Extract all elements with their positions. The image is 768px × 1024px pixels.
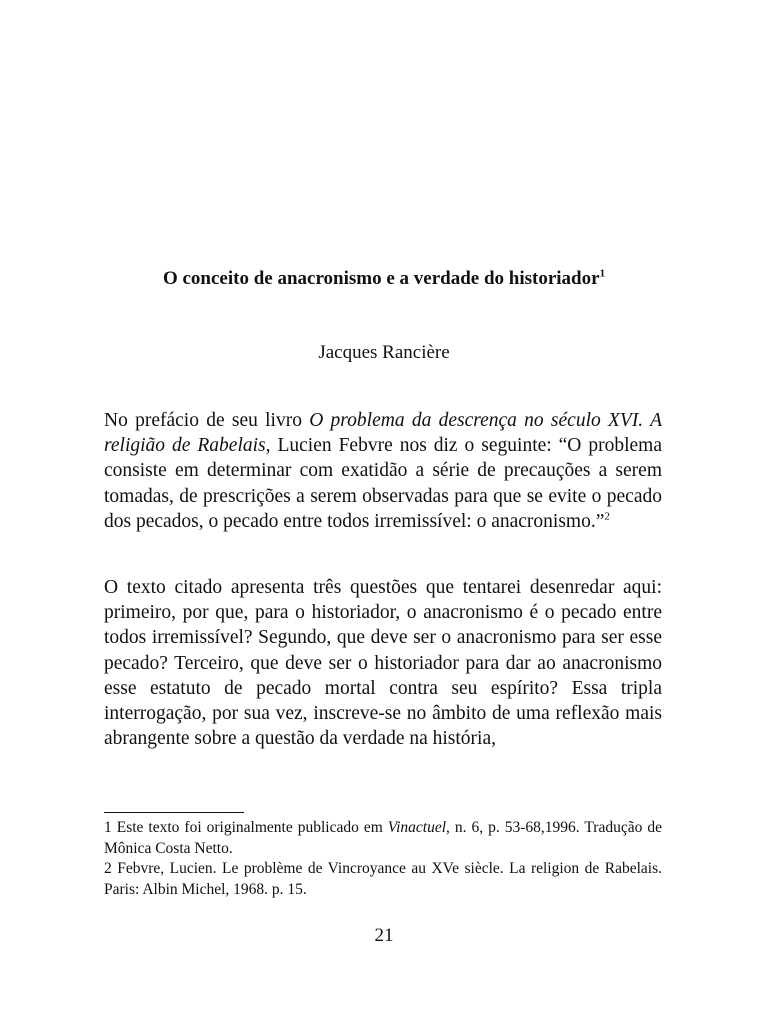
footnote-2 (104, 859, 662, 900)
paragraph-1-text-a: No prefácio de seu livro (104, 410, 310, 431)
chapter-title-text: O conceito de anacronismo e a verdade do historiador (162, 268, 600, 289)
paragraph-1-text-b: , Lucien Febvre nos diz o seguinte: “O problema consiste em determinar com exatidão a série de precauções a serem tomadas, de prescrições a serem observadas para que se evite o pecado dos pecados, o pecado entre todos irremissível: o anacronismo.” (104, 435, 663, 532)
footnote-1-italic: Vinactuel (387, 819, 447, 836)
footnote-divider (104, 812, 244, 813)
footnotes (104, 818, 662, 900)
paragraph-2: O texto citado apresenta três questões que tentarei desenredar aqui: primeiro, por que, para o historiador, o anacronismo é o pecado entre todos irremissível? Segundo, que deve ser o anacronismo para ser esse pecado? Terceiro, que deve ser o historiador para dar ao anacronismo esse estatuto de pecado mortal contra seu espírito? Essa tripla interrogação, por sua vez, inscreve-se no âmbito de uma reflexão mais abrangente sobre a questão da verdade na história, (104, 577, 662, 750)
footnote-1-text-b: , n. 6, p. 53-68,1996. Tradução de Mônica Costa Netto. (104, 819, 662, 857)
chapter-title (0, 266, 768, 292)
paragraph-1 (104, 408, 662, 534)
footnote-1 (104, 818, 662, 859)
author-name: Jacques Rancière (318, 342, 450, 363)
footnote-ref-1[interactable]: 1 (599, 267, 606, 280)
footnote-ref-2[interactable]: 2 (604, 510, 610, 523)
footnote-2-text: 2 Febvre, Lucien. Le problème de Vincroyance au XVe siècle. La religion de Rabelais. Paris: Albin Michel, 1968. p. 15. (104, 860, 662, 898)
footnote-1-text-a: 1 Este texto foi originalmente publicado em (104, 819, 388, 836)
page-number: 21 (374, 925, 394, 946)
book-title: O problema da descrença no século XVI. A religião de Rabelais (104, 410, 662, 457)
